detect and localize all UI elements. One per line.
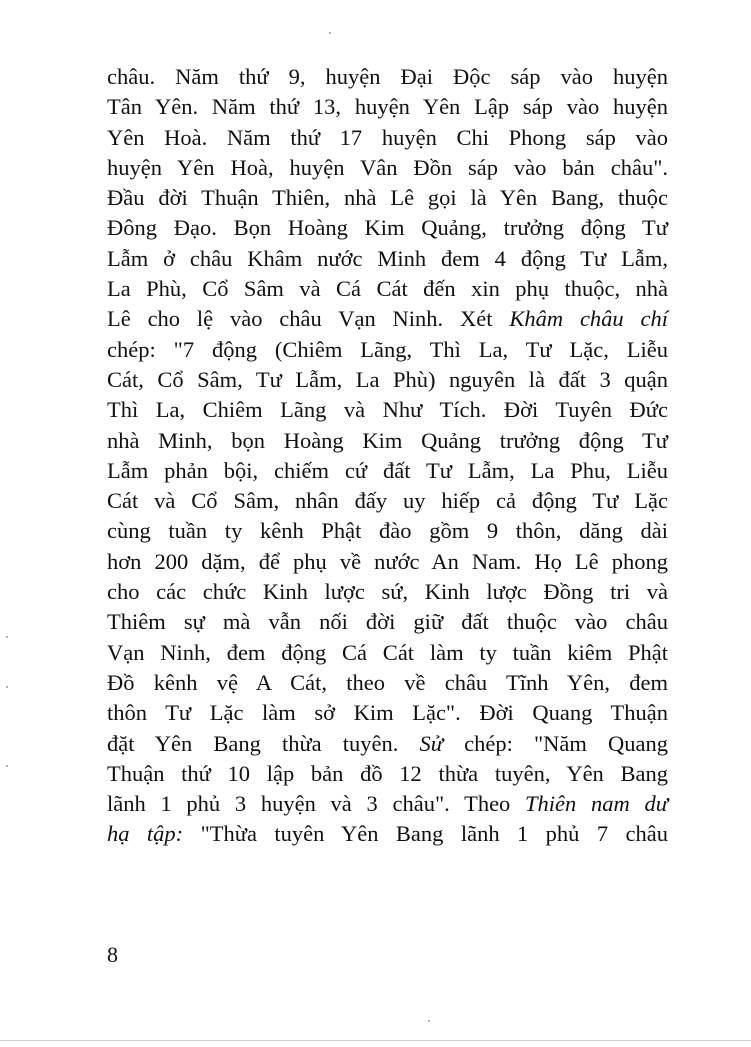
line-text: Cát, Cổ Sâm, Tư Lẫm, La Phù) nguyên là đất 3 quận — [107, 366, 668, 392]
italic-title-text: Khâm châu chí — [509, 306, 669, 332]
text-line — [107, 426, 668, 456]
line-text: "Thừa tuyên Yên Bang lãnh 1 phủ 7 châu — [183, 821, 669, 847]
italic-title-text: Sử — [419, 730, 444, 756]
text-line — [107, 547, 668, 577]
text-line — [107, 638, 668, 668]
scan-edge — [0, 1040, 751, 1041]
scan-speck — [428, 1020, 430, 1022]
text-line — [107, 365, 668, 395]
line-text: Đồ kênh vệ A Cát, theo về châu Tĩnh Yên, đem — [107, 669, 668, 695]
line-text: đặt Yên Bang thừa tuyên. — [107, 730, 420, 756]
line-text: lãnh 1 phủ 3 huyện và 3 châu". Theo — [107, 791, 526, 817]
line-text: cùng tuần ty kênh Phật đào gồm 9 thôn, dăng dài — [107, 518, 668, 544]
line-text: chép: "7 động (Chiêm Lãng, Thì La, Tư Lặc, Liễu — [107, 336, 668, 362]
line-text: Lẫm phản bội, chiếm cứ đất Tư Lẫm, La Phu, Liễu — [107, 457, 668, 483]
line-text: Cát và Cổ Sâm, nhân đấy uy hiếp cả động Tư Lặc — [107, 488, 668, 514]
line-text: La Phù, Cổ Sâm và Cá Cát đến xin phụ thuộc, nhà — [107, 276, 668, 302]
text-line — [107, 395, 668, 425]
page-number: 8 — [107, 942, 118, 967]
scan-speck — [6, 686, 8, 688]
text-line — [107, 698, 668, 728]
scan-speck — [329, 32, 331, 34]
line-text: Yên Hoà. Năm thứ 17 huyện Chi Phong sáp vào — [107, 124, 668, 150]
text-line — [107, 668, 668, 698]
text-line — [107, 729, 668, 759]
italic-title-text: hạ tập: — [107, 821, 184, 847]
text-line — [107, 183, 668, 213]
line-text: huyện Yên Hoà, huyện Vân Đồn sáp vào bản châu". — [107, 154, 668, 180]
text-line — [107, 486, 668, 516]
text-line — [107, 789, 668, 819]
italic-title-text: Thiên nam dư — [525, 791, 668, 817]
text-line — [107, 607, 668, 637]
text-line — [107, 759, 668, 789]
scan-speck — [6, 636, 8, 638]
line-text: Tân Yên. Năm thứ 13, huyện Yên Lập sáp vào huyện — [107, 94, 668, 120]
text-line — [107, 244, 668, 274]
line-text: Đông Đạo. Bọn Hoàng Kim Quảng, trưởng động Tư — [107, 215, 668, 241]
text-line — [107, 577, 668, 607]
text-line — [107, 153, 668, 183]
line-text: Thì La, Chiêm Lãng và Như Tích. Đời Tuyên Đức — [107, 397, 668, 423]
body-text — [107, 62, 668, 850]
line-text: thôn Tư Lặc làm sở Kim Lặc". Đời Quang Thuận — [107, 700, 668, 726]
text-line — [107, 516, 668, 546]
text-line — [107, 274, 668, 304]
line-text: Lẫm ở châu Khâm nước Minh đem 4 động Tư Lẫm, — [107, 245, 668, 271]
text-line — [107, 62, 668, 92]
text-line — [107, 819, 668, 849]
line-text: Lê cho lệ vào châu Vạn Ninh. Xét — [107, 306, 510, 332]
text-line — [107, 456, 668, 486]
line-text: Vạn Ninh, đem động Cá Cát làm ty tuần kiêm Phật — [107, 639, 668, 665]
text-line — [107, 304, 668, 334]
line-text: hơn 200 dặm, để phụ về nước An Nam. Họ Lê phong — [107, 548, 668, 574]
text-line — [107, 335, 668, 365]
line-text: cho các chức Kinh lược sứ, Kinh lược Đồng tri và — [107, 579, 668, 605]
text-line — [107, 92, 668, 122]
scan-speck — [6, 765, 8, 767]
line-text: châu. Năm thứ 9, huyện Đại Độc sáp vào huyện — [107, 64, 668, 89]
line-text: Đầu đời Thuận Thiên, nhà Lê gọi là Yên Bang, thuộc — [107, 185, 668, 211]
text-line — [107, 123, 668, 153]
line-text: nhà Minh, bọn Hoàng Kim Quảng trưởng động Tư — [107, 427, 668, 453]
line-text: Thuận thứ 10 lập bản đồ 12 thừa tuyên, Yên Bang — [107, 760, 668, 786]
line-text: chép: "Năm Quang — [443, 730, 668, 756]
text-line — [107, 213, 668, 243]
line-text: Thiêm sự mà vẫn nối đời giữ đất thuộc vào châu — [107, 609, 668, 635]
